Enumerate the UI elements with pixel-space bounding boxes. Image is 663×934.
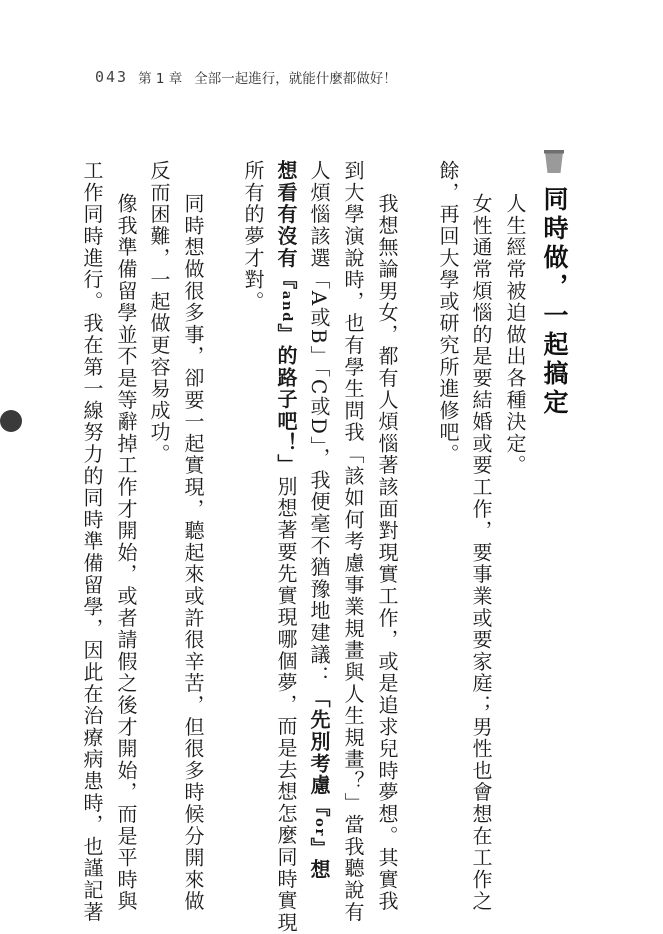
- body-line-2: 女性通常煩惱的是要結婚或要工作，要事業或要家庭；男性也會想在工作之: [469, 193, 493, 913]
- emphasis-and: and: [279, 290, 294, 324]
- body-line-1: 人生經常被迫做出各種決定。: [503, 193, 527, 477]
- body-line-4: 我想無論男女，都有人煩惱著該面對現實工作，或是追求兒時夢想。其實我: [375, 193, 399, 913]
- body-line-11: 像我準備留學並不是等辭掉工作才開始，或者請假之後才開始，而是平時與: [114, 193, 138, 913]
- chapter-tab-marker: [0, 410, 22, 432]
- body-line-7: [273, 160, 299, 934]
- body-line-12: 工作同時進行。我在第一線努力的同時準備留學，因此在治療病患時，也謹記著: [80, 160, 104, 923]
- section-title: 同時做，一起搞定: [540, 186, 569, 418]
- emphasis-or: or: [312, 818, 327, 838]
- body-line-6: [306, 160, 332, 881]
- emphasis-line-7-end: 』的路子吧！」: [274, 323, 298, 476]
- body-line-5: 到大學演說時，也有學生問我「該如何考慮事業規畫與人生規畫？」當我聽說有: [341, 160, 365, 923]
- section-heading: [536, 150, 572, 418]
- chapter-title: 全部一起進行，就能什麼都做好！: [194, 71, 397, 87]
- page-number: 043: [95, 68, 129, 86]
- body-line-9: 同時想做很多事，卻要一起實現，聽起來或許很辛苦，但很多時候分開來做: [181, 193, 205, 913]
- body-line-7-text: 別想著要先實現哪個夢，而是去想怎麼同時實現: [274, 475, 298, 934]
- body-line-10: 反而困難，一起做更容易成功。: [147, 160, 171, 466]
- body-line-3: 餘，再回大學或研究所進修吧。: [436, 160, 460, 466]
- chapter-label: 第 1 章: [138, 71, 183, 87]
- emphasis-quote-start: 「先別考慮『: [307, 687, 331, 819]
- body-line-6-text: 人煩惱該選「A或B」「C或D」，我便毫不猶豫地建議：: [307, 160, 331, 688]
- body-line-8: 所有的夢才對。: [241, 160, 265, 313]
- cup-icon: [544, 150, 564, 174]
- emphasis-quote-mid: 』想: [307, 837, 331, 881]
- running-header: [95, 66, 397, 88]
- emphasis-line-7-start: 想看有沒有『: [274, 160, 298, 291]
